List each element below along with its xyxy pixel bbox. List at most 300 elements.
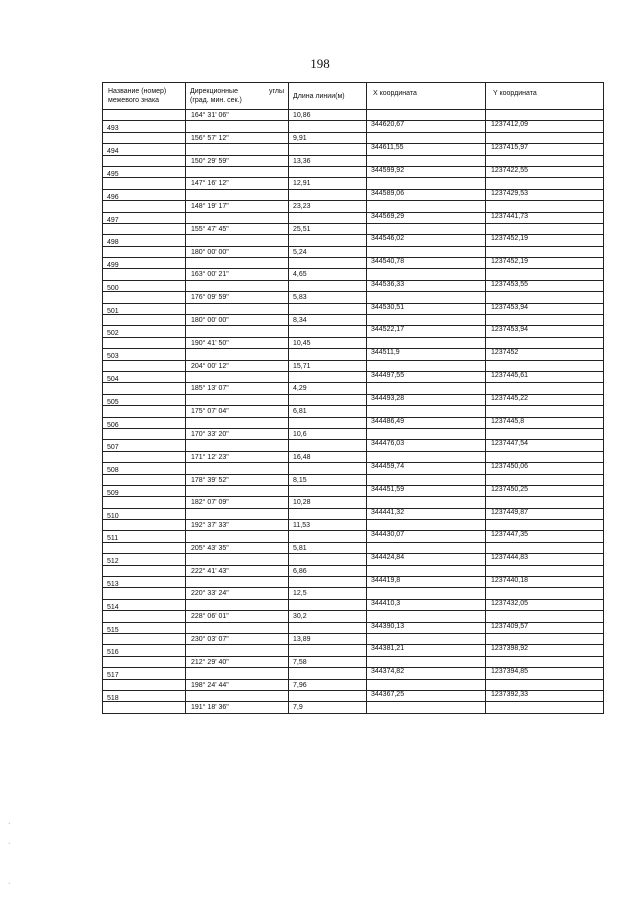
column-divider (288, 338, 289, 348)
column-divider (366, 645, 367, 655)
x-coordinate: 344611,55 (371, 144, 404, 152)
y-coordinate: 1237453,55 (491, 280, 528, 288)
column-divider (185, 235, 186, 245)
column-divider (485, 418, 486, 428)
column-divider (185, 418, 186, 428)
column-divider (288, 178, 289, 188)
x-coordinate: 344497,55 (371, 371, 405, 379)
y-coordinate: 1237445,22 (491, 394, 528, 402)
column-divider (485, 520, 486, 530)
column-divider (185, 600, 186, 610)
point-row (103, 120, 603, 131)
segment-row (103, 155, 603, 166)
x-coordinate: 344374,82 (371, 668, 405, 676)
column-divider (485, 440, 486, 450)
column-divider (485, 315, 486, 325)
line-length: 7,96 (293, 681, 307, 689)
column-divider (185, 144, 186, 154)
column-divider (366, 623, 367, 633)
direction-angle: 220° 33' 24" (191, 590, 229, 598)
column-divider (288, 110, 289, 120)
direction-angle: 156° 57' 12" (191, 134, 229, 142)
direction-angle: 147° 16' 12" (191, 180, 229, 188)
column-divider (185, 372, 186, 382)
line-length: 9,91 (293, 134, 307, 142)
y-coordinate: 1237444,83 (491, 554, 528, 562)
column-divider (288, 520, 289, 530)
column-divider (366, 702, 367, 712)
column-divider (288, 702, 289, 712)
column-divider (185, 201, 186, 211)
y-coordinate: 1237447,35 (491, 531, 528, 539)
column-divider (288, 691, 289, 701)
column-divider (366, 133, 367, 143)
y-coordinate: 1237452,19 (491, 258, 528, 266)
column-divider (485, 668, 486, 678)
column-divider (366, 475, 367, 485)
point-row (103, 212, 603, 223)
column-divider (288, 361, 289, 371)
x-coordinate: 344589,06 (371, 189, 405, 197)
column-divider (485, 258, 486, 268)
point-name: 514 (107, 603, 119, 611)
direction-angle: 171° 12' 23" (191, 453, 229, 461)
column-divider (288, 566, 289, 576)
point-name: 500 (107, 284, 119, 292)
point-name: 512 (107, 558, 119, 566)
column-divider (185, 133, 186, 143)
header-name-line2: межевого знака (108, 97, 160, 104)
header-length: Длина линии(м) (293, 93, 345, 100)
column-divider (485, 338, 486, 348)
point-row (103, 280, 603, 291)
x-coordinate: 344540,78 (371, 258, 405, 266)
direction-angle: 180° 00' 00" (191, 317, 229, 325)
line-length: 15,71 (293, 362, 311, 370)
column-divider (288, 452, 289, 462)
column-divider (485, 304, 486, 314)
column-divider (366, 235, 367, 245)
column-divider (485, 213, 486, 223)
column-divider (366, 372, 367, 382)
column-divider (485, 349, 486, 359)
line-length: 7,9 (293, 704, 303, 712)
segment-row (103, 268, 603, 279)
column-divider (485, 361, 486, 371)
column-divider (366, 383, 367, 393)
column-divider (485, 611, 486, 621)
column-divider (485, 634, 486, 644)
column-divider (185, 349, 186, 359)
direction-angle: 204° 00' 12" (191, 362, 229, 370)
column-divider (288, 509, 289, 519)
x-coordinate: 344390,13 (371, 622, 405, 630)
segment-row (103, 587, 603, 598)
column-divider (485, 600, 486, 610)
direction-angle: 228° 06' 01" (191, 613, 229, 621)
column-divider (288, 418, 289, 428)
column-divider (485, 326, 486, 336)
column-divider (366, 406, 367, 416)
column-divider (366, 600, 367, 610)
point-row (103, 371, 603, 382)
column-divider (288, 349, 289, 359)
column-divider (485, 509, 486, 519)
column-divider (288, 258, 289, 268)
header-angle (190, 83, 284, 110)
point-row (103, 667, 603, 678)
column-divider (485, 224, 486, 234)
y-coordinate: 1237429,53 (491, 189, 528, 197)
point-row (103, 576, 603, 587)
column-divider (485, 156, 486, 166)
column-divider (366, 167, 367, 177)
line-length: 12,91 (293, 180, 311, 188)
point-name: 499 (107, 262, 119, 270)
column-divider (366, 326, 367, 336)
direction-angle: 191° 18' 36" (191, 704, 229, 712)
point-name: 495 (107, 170, 119, 178)
point-row (103, 234, 603, 245)
point-row (103, 348, 603, 359)
y-coordinate: 1237452 (491, 349, 519, 357)
point-row (103, 394, 603, 405)
column-divider (366, 588, 367, 598)
direction-angle: 155° 47' 45" (191, 225, 229, 233)
column-divider (366, 634, 367, 644)
x-coordinate: 344367,25 (371, 690, 405, 698)
column-divider (485, 110, 486, 120)
column-divider (366, 201, 367, 211)
point-row (103, 189, 603, 200)
column-divider (185, 634, 186, 644)
column-divider (288, 680, 289, 690)
column-divider (366, 520, 367, 530)
column-divider (485, 167, 486, 177)
column-divider (185, 121, 186, 131)
header-name (108, 83, 186, 110)
column-divider (185, 668, 186, 678)
x-coordinate: 344511,9 (371, 349, 400, 357)
table-body (102, 109, 604, 714)
column-divider (366, 361, 367, 371)
segment-row (103, 633, 603, 644)
column-divider (288, 372, 289, 382)
segment-row (103, 200, 603, 211)
column-divider (185, 383, 186, 393)
column-divider (485, 178, 486, 188)
column-divider (288, 156, 289, 166)
column-divider (185, 190, 186, 200)
y-coordinate: 1237412,09 (491, 121, 528, 129)
point-name: 509 (107, 489, 119, 497)
column-divider (366, 543, 367, 553)
column-divider (288, 292, 289, 302)
line-length: 13,89 (293, 635, 311, 643)
column-divider (185, 156, 186, 166)
column-divider (485, 577, 486, 587)
column-divider (288, 531, 289, 541)
segment-row (103, 451, 603, 462)
column-divider (485, 281, 486, 291)
column-divider (288, 657, 289, 667)
x-coordinate: 344381,21 (371, 645, 405, 653)
margin-mark: · (8, 820, 11, 827)
direction-angle: 222° 41' 43" (191, 567, 229, 575)
column-divider (485, 691, 486, 701)
column-divider (485, 395, 486, 405)
column-divider (485, 680, 486, 690)
column-divider (366, 554, 367, 564)
line-length: 5,24 (293, 248, 307, 256)
direction-angle: 175° 07' 04" (191, 408, 229, 416)
x-coordinate: 344441,32 (371, 508, 405, 516)
point-name: 518 (107, 694, 119, 702)
column-divider (185, 429, 186, 439)
line-length: 11,53 (293, 522, 310, 530)
column-divider (485, 372, 486, 382)
column-divider (366, 121, 367, 131)
line-length: 16,48 (293, 453, 311, 461)
line-length: 10,45 (293, 339, 311, 347)
column-divider (485, 121, 486, 131)
segment-row (103, 679, 603, 690)
column-divider (288, 224, 289, 234)
column-divider (485, 475, 486, 485)
column-divider (185, 258, 186, 268)
column-divider (185, 292, 186, 302)
segment-row (103, 177, 603, 188)
point-name: 494 (107, 148, 119, 156)
column-divider (288, 235, 289, 245)
column-divider (288, 315, 289, 325)
column-divider (288, 247, 289, 257)
column-divider (185, 554, 186, 564)
y-coordinate: 1237392,33 (491, 690, 528, 698)
point-name: 511 (107, 535, 119, 543)
column-divider (288, 634, 289, 644)
direction-angle: 164° 31' 06" (191, 112, 229, 119)
column-divider (185, 623, 186, 633)
line-length: 10,86 (293, 112, 311, 119)
column-divider (485, 247, 486, 257)
segment-row (103, 246, 603, 257)
column-divider (288, 167, 289, 177)
line-length: 6,86 (293, 567, 307, 575)
point-row (103, 462, 603, 473)
x-coordinate: 344530,51 (371, 303, 405, 311)
column-divider (185, 338, 186, 348)
column-divider (288, 623, 289, 633)
column-divider (485, 201, 486, 211)
x-coordinate: 344476,03 (371, 440, 405, 448)
line-length: 13,36 (293, 157, 311, 165)
line-length: 7,58 (293, 658, 307, 666)
column-divider (185, 406, 186, 416)
y-coordinate: 1237445,8 (491, 417, 525, 425)
line-length: 5,83 (293, 294, 307, 302)
column-divider (485, 657, 486, 667)
column-divider (288, 668, 289, 678)
point-name: 497 (107, 216, 119, 224)
column-divider (485, 497, 486, 507)
point-row (103, 485, 603, 496)
point-row (103, 553, 603, 564)
column-divider (366, 338, 367, 348)
point-name: 496 (107, 193, 119, 201)
header-angle-word1: Дирекционные (190, 88, 238, 95)
column-divider (288, 588, 289, 598)
point-name: 504 (107, 375, 119, 383)
direction-angle: 190° 41' 50" (191, 339, 229, 347)
point-name: 516 (107, 649, 119, 657)
point-name: 517 (107, 672, 119, 680)
column-divider (288, 554, 289, 564)
segment-row (103, 132, 603, 143)
x-coordinate: 344430,07 (371, 531, 405, 539)
y-coordinate: 1237449,87 (491, 508, 528, 516)
column-divider (366, 213, 367, 223)
column-divider (288, 429, 289, 439)
line-length: 10,6 (293, 430, 307, 438)
line-length: 8,15 (293, 476, 307, 484)
column-divider (366, 315, 367, 325)
y-coordinate: 1237415,97 (491, 144, 528, 152)
segment-row (103, 542, 603, 553)
column-divider (185, 543, 186, 553)
column-divider (185, 680, 186, 690)
header-angle-line1 (190, 87, 284, 96)
column-divider (185, 315, 186, 325)
point-row (103, 599, 603, 610)
column-divider (288, 133, 289, 143)
line-length: 23,23 (293, 203, 311, 211)
column-divider (288, 383, 289, 393)
column-divider (288, 475, 289, 485)
column-divider (288, 304, 289, 314)
column-divider (366, 269, 367, 279)
margin-mark: · (8, 840, 11, 847)
column-divider (185, 361, 186, 371)
direction-angle: 163° 00' 21" (191, 271, 229, 279)
x-coordinate: 344459,74 (371, 463, 405, 471)
segment-row (103, 405, 603, 416)
column-divider (485, 235, 486, 245)
column-divider (366, 304, 367, 314)
column-divider (185, 463, 186, 473)
column-divider (366, 292, 367, 302)
column-divider (288, 406, 289, 416)
column-divider (288, 121, 289, 131)
column-divider (185, 497, 186, 507)
header-y: Y координата (493, 90, 537, 97)
column-divider (366, 577, 367, 587)
header-x: X координата (373, 90, 417, 97)
column-divider (485, 452, 486, 462)
column-divider (485, 133, 486, 143)
column-divider (485, 429, 486, 439)
column-divider (185, 452, 186, 462)
column-divider (185, 566, 186, 576)
point-name: 506 (107, 421, 119, 429)
direction-angle: 176° 09' 59" (191, 294, 229, 302)
segment-row (103, 109, 603, 120)
line-length: 4,29 (293, 385, 307, 393)
segment-row (103, 382, 603, 393)
column-divider (288, 611, 289, 621)
table-header (102, 82, 604, 109)
column-divider (288, 190, 289, 200)
direction-angle: 182° 07' 09" (191, 499, 229, 507)
x-coordinate: 344451,59 (371, 485, 405, 493)
column-divider (185, 326, 186, 336)
x-coordinate: 344522,17 (371, 326, 405, 334)
column-divider (288, 497, 289, 507)
point-name: 505 (107, 398, 119, 406)
point-row (103, 257, 603, 268)
column-divider (485, 623, 486, 633)
column-divider (485, 645, 486, 655)
column-divider (185, 702, 186, 712)
line-length: 10,28 (293, 499, 311, 507)
line-length: 8,34 (293, 317, 307, 325)
segment-row (103, 314, 603, 325)
column-divider (366, 680, 367, 690)
direction-angle: 205° 43' 35" (191, 544, 229, 552)
column-divider (485, 554, 486, 564)
column-divider (485, 531, 486, 541)
column-divider (366, 247, 367, 257)
column-divider (366, 531, 367, 541)
column-divider (185, 577, 186, 587)
segment-row (103, 223, 603, 234)
column-divider (288, 213, 289, 223)
point-row (103, 439, 603, 450)
segment-row (103, 291, 603, 302)
column-divider (288, 395, 289, 405)
column-divider (288, 326, 289, 336)
segment-row (103, 701, 603, 712)
point-row (103, 325, 603, 336)
column-divider (185, 657, 186, 667)
column-divider (366, 463, 367, 473)
y-coordinate: 1237452,19 (491, 235, 528, 243)
x-coordinate: 344410,3 (371, 599, 401, 607)
segment-row (103, 360, 603, 371)
column-divider (185, 178, 186, 188)
direction-angle: 212° 29' 40" (191, 658, 229, 666)
column-divider (366, 395, 367, 405)
page-number: 198 (310, 56, 330, 71)
point-name: 513 (107, 581, 119, 589)
column-divider (366, 224, 367, 234)
column-divider (288, 600, 289, 610)
column-divider (288, 144, 289, 154)
column-divider (185, 531, 186, 541)
point-name: 501 (107, 307, 119, 315)
column-divider (485, 269, 486, 279)
line-length: 30,2 (293, 613, 307, 621)
column-divider (366, 657, 367, 667)
x-coordinate: 344599,92 (371, 166, 405, 174)
column-divider (366, 178, 367, 188)
column-divider (185, 110, 186, 120)
column-divider (185, 247, 186, 257)
column-divider (485, 463, 486, 473)
column-divider (366, 429, 367, 439)
column-divider (485, 588, 486, 598)
point-name: 498 (107, 239, 119, 247)
